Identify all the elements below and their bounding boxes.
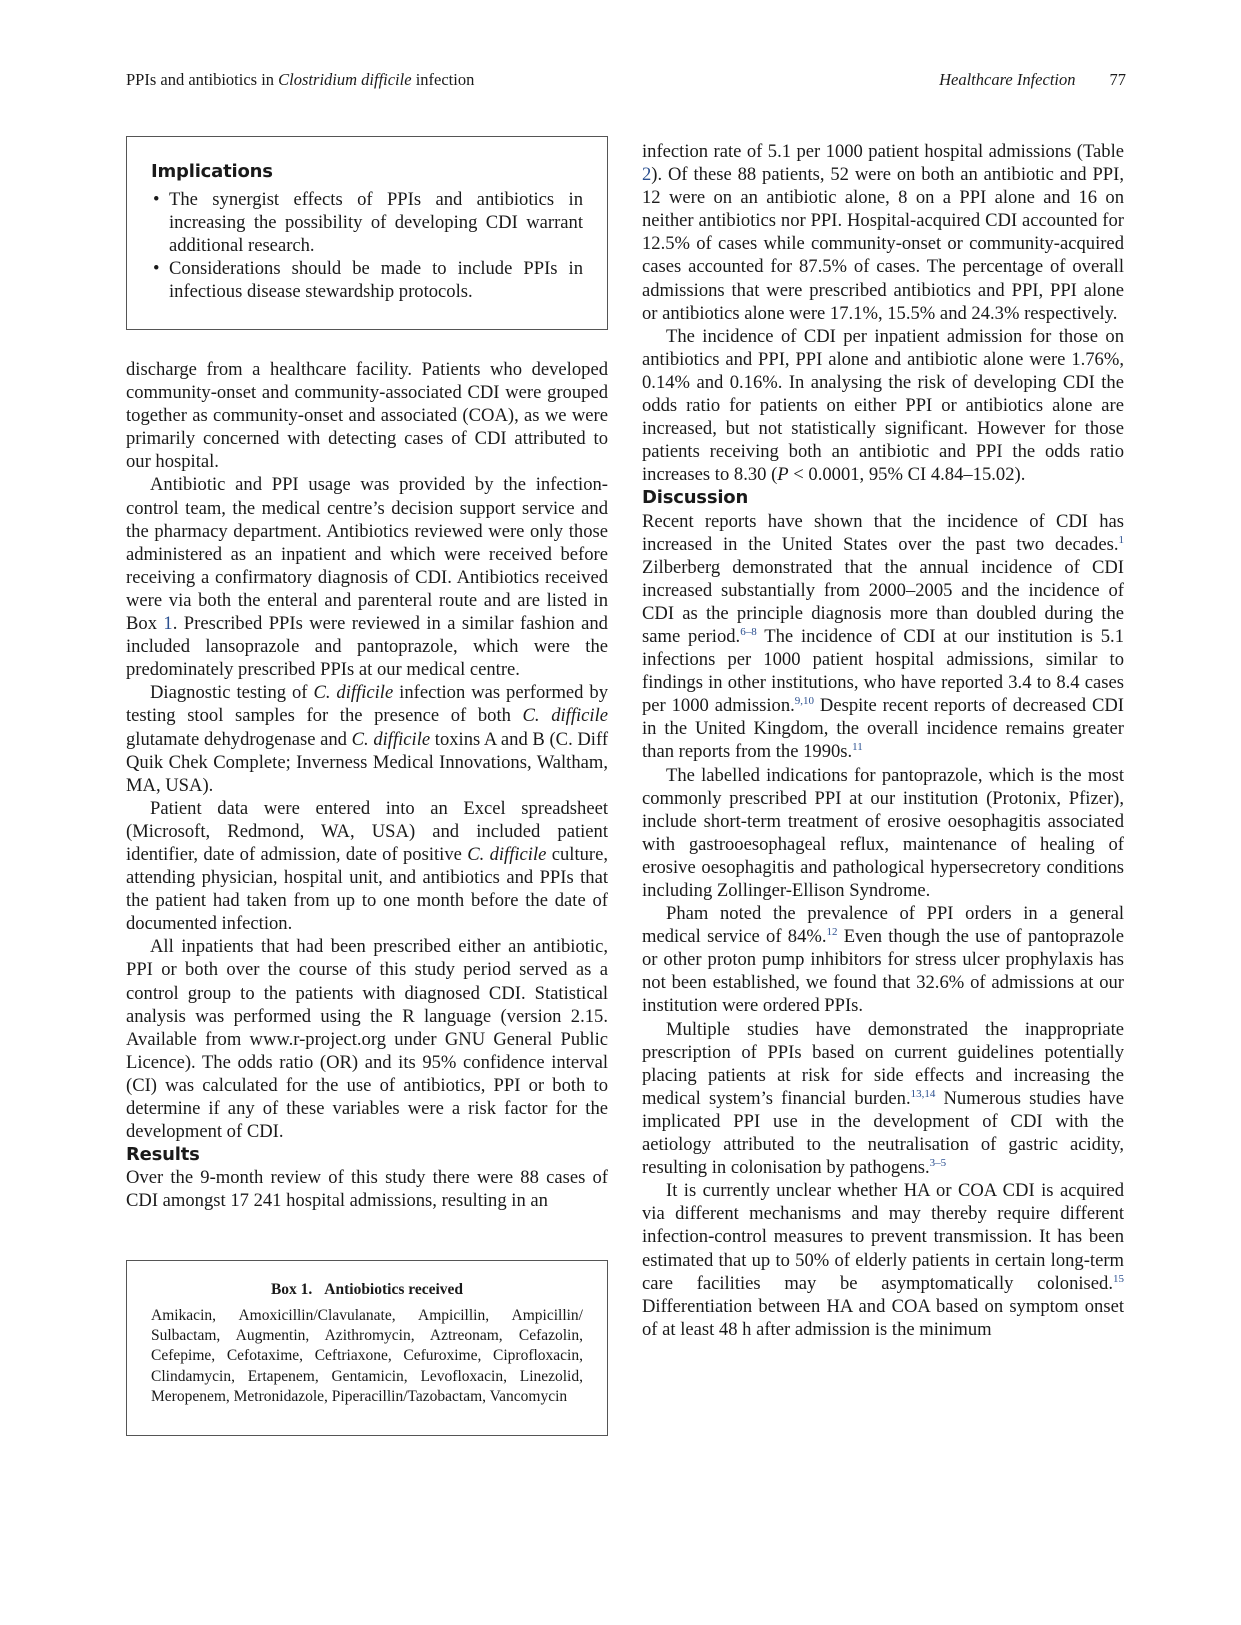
citation-link[interactable]: 1 — [1118, 533, 1124, 546]
implications-box — [126, 136, 608, 330]
citation-link[interactable]: 15 — [1113, 1272, 1124, 1285]
implications-item: • Considerations should be made to include PPIs in infectious disease stewardship protocols. — [153, 258, 583, 302]
paragraph: Multiple studies have demonstrated the inappropriate prescription of PPIs based on current guidelines potentially placing patients at risk for side effects and increasing the medical system’s financial burden.$^{13,14}$ Numerous studies have implicated PPI use in the development of CDI with the aetiology attributed to the neutralisation of gastric acidity, resulting in colonisation by pathogens.$^{3-5}$ — [642, 1018, 1124, 1179]
box1-antibiotics — [126, 1260, 608, 1436]
citation-link[interactable]: 6–8 — [740, 625, 757, 638]
table-reference-link[interactable]: 2 — [642, 164, 652, 186]
paragraph: Over the 9-month review of this study there were 88 cases of CDI amongst 17 241 hospital admissions, resulting in an — [126, 1167, 608, 1212]
citation-link[interactable]: 9,10 — [794, 695, 815, 708]
citation-link[interactable]: 11 — [852, 741, 863, 754]
box-reference-link[interactable]: 1 — [163, 613, 173, 635]
section-heading-discussion: Discussion — [642, 487, 749, 509]
journal-name: Healthcare Infection — [939, 70, 1076, 89]
paragraph: infection rate of 5.1 per 1000 patient hospital admissions (Table 2). Of these 88 patients, 52 were on both an antibiotic and PPI, 12 were on an antibiotic alone, 8 on a PPI alone and 16 on neither antibiotics nor PPI. Hospital-acquired CDI accounted for 12.5% of cases while community-onset or community-acquired cases accounted for 87.5% of cases. The percentage of overall admissions that were prescribed antibiotics and PPI, PPI alone or antibiotics alone were 17.1%, 15.5% and 24.3% respectively. — [642, 141, 1124, 324]
paragraph: The incidence of CDI per inpatient admission for those on antibiotics and PPI, PPI alone and antibiotic alone were 1.76%, 0.14% and 0.16%. In analysing the risk of developing CDI the odds ratio for patients on either PPI or antibiotics alone are increased, but not statistically significant. However for those patients receiving both an antibiotic and PPI the odds ratio increases to 8.30 (P < 0.0001, 95% CI 4.84–15.02). — [642, 325, 1124, 486]
citation-link[interactable]: 3–5 — [929, 1156, 947, 1169]
bullet-icon: • — [153, 258, 160, 279]
implications-list — [151, 188, 583, 303]
paragraph: Recent reports have shown that the incidence of CDI has increased in the United States over the past two decades.$^1$ Zilberberg demonstrated that the annual incidence of CDI increased substantially from 2000–2005 and the incidence of CDI as the principle diagnosis more than doubled during the same period.$^{6-8}$ The incidence of CDI at our institution is 5.1 infections per 1000 patient hospital admissions, similar to findings in other institutions, who have reported 3.4 to 8.4 cases per 1000 admission.$^{9,10}$ Despite recent reports of decreased CDI in the United Kingdom, the overall incidence remains greater than reports from the 1990s.$^{11}$ — [642, 510, 1124, 763]
paragraph: It is currently unclear whether HA or COA CDI is acquired via different mechanisms and may thereby require different infection-control measures to prevent transmission. It has been estimated that up to 50% of elderly patients in certain long-term care facilities may be asymptomatically colonised.$^{15}$ Differentiation between HA and COA based on symptom onset of at least 48 h after admission is the minimum — [642, 1180, 1124, 1340]
box1-title: Box 1. Antiobiotics received — [270, 1281, 464, 1298]
citation-link[interactable]: 13,14 — [910, 1087, 936, 1100]
implications-item: • The synergist effects of PPIs and antibiotics in increasing the possibility of developing CDI warrant additional research. — [153, 189, 583, 256]
paragraph: All inpatients that had been prescribed either an antibiotic, PPI or both over the course of this study period served as a control group to the patients with diagnosed CDI. Statistical analysis was performed using the R language (version 2.15. Available from www.r-project.org under GNU General Public Licence). The odds ratio (OR) and its 95% confidence interval (CI) was calculated for the use of antibiotics, PPI or both to determine if any of these variables were a risk factor for the development of CDI. — [126, 936, 608, 1143]
right-column — [642, 140, 1124, 1341]
paragraph: Patient data were entered into an Excel spreadsheet (Microsoft, Redmond, WA, USA) and included patient identifier, date of admission, date of positive C. difficile culture, attending physician, hospital unit, and antibiotics and PPIs that the patient had taken from up to one month before the date of documented infection. — [126, 797, 609, 935]
running-head-article-title: PPIs and antibiotics in Clostridium difficile infection — [126, 70, 475, 89]
paragraph: Diagnostic testing of C. difficile infection was performed by testing stool samples for the presence of both C. difficile glutamate dehydrogenase and C. difficile toxins A and B (C. Diff Quik Chek Complete; Inverness Medical Innovations, Waltham, MA, USA). — [126, 682, 609, 796]
box1-body: Amikacin, Amoxicillin/Clavulanate, Ampicillin, Ampicillin/ Sulbactam, Augmentin, Azithromycin, Aztreonam, Cefazolin, Cefepime, Cefotaxime, Ceftriaxone, Cefuroxime, Ciprofloxacin, Clindamycin, Ertapenem, Gentamicin, Levofloxacin, Linezolid, Meropenem, Metronidazole, Piperacillin/Tazobactam, Vancomycin — [151, 1307, 583, 1405]
paragraph: discharge from a healthcare facility. Patients who developed community-onset and community-associated CDI were grouped together as community-onset and associated (COA), as we were primarily concerned with detecting cases of CDI attributed to our hospital. — [126, 359, 608, 473]
running-head — [126, 70, 1126, 94]
bullet-icon: • — [153, 189, 160, 210]
paragraph: Pham noted the prevalence of PPI orders in a general medical service of 84%.$^{12}$ Even though the use of pantoprazole or other proton pump inhibitors for stress ulcer prophylaxis has not been established, we found that 32.6% of admissions at our institution were ordered PPIs. — [642, 903, 1124, 1017]
left-column — [126, 358, 608, 1212]
page-number: 77 — [1109, 70, 1126, 89]
citation-link[interactable]: 12 — [826, 926, 838, 938]
section-heading-results: Results — [126, 1144, 200, 1166]
paragraph: Antibiotic and PPI usage was provided by the infection-control team, the medical centre’s decision support service and the pharmacy department. Antibiotics reviewed were only those administered as an inpatient and which were received before receiving a confirmatory diagnosis of CDI. Antibiotics received were via both the enteral and parenteral route and are listed in Box 1. Prescribed PPIs were reviewed in a similar fashion and included lansoprazole and pantoprazole, which were the predominately prescribed PPIs at our medical centre. — [126, 474, 608, 681]
implications-title: Implications — [151, 161, 273, 182]
running-head-journal — [939, 70, 1126, 90]
paragraph: The labelled indications for pantoprazole, which is the most commonly prescribed PPI at our institution (Protonix, Pfizer), include short-term treatment of erosive oesophagitis associated with gastrooesophageal reflux, maintenance of healing of erosive oesophagitis and pathological hypersecretory conditions including Zollinger-Ellison Syndrome. — [642, 764, 1124, 901]
